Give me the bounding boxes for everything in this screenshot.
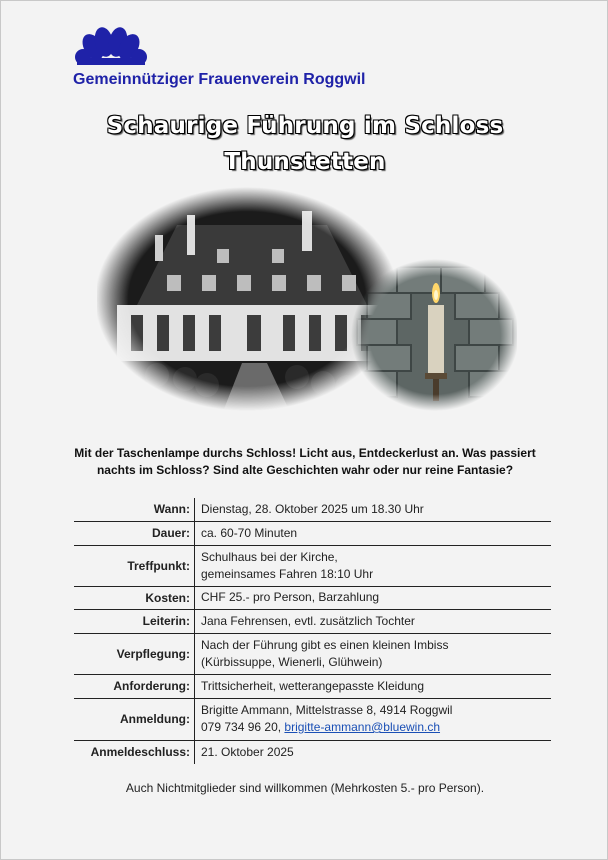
dauer-value: ca. 60-70 Minuten <box>201 525 298 540</box>
row-treffpunkt <box>74 545 551 586</box>
event-details-table <box>74 498 551 764</box>
wann-label: Wann: <box>74 498 195 521</box>
event-title-line2: Thunstetten <box>224 149 386 175</box>
event-photos <box>97 187 517 427</box>
kosten-value: CHF 25.- pro Person, Barzahlung <box>201 590 380 604</box>
anmeldung-email-link[interactable]: brigitte-ammann@bluewin.ch <box>284 720 441 734</box>
verpflegung-value-line2: (Kürbissuppe, Wienerli, Glühwein) <box>201 654 383 669</box>
event-title-line1: Schaurige Führung im Schloss <box>106 113 504 139</box>
row-dauer <box>74 521 551 545</box>
intro-text: Mit der Taschenlampe durchs Schloss! Licht aus, Entdeckerlust an. Was passiert nachts im Schloss? Sind alte Geschichten wahr oder nur reine Fantasie? <box>74 446 536 477</box>
anmeldeschluss-label: Anmeldeschluss: <box>74 740 195 764</box>
organization-name: Gemeinnütziger Frauenverein Roggwil <box>73 71 366 88</box>
row-wann <box>74 498 551 521</box>
leiterin-label: Leiterin: <box>74 609 195 633</box>
anforderung-label: Anforderung: <box>74 674 195 698</box>
anmeldeschluss-value: 21. Oktober 2025 <box>201 744 294 759</box>
wann-value: Dienstag, 28. Oktober 2025 um 18.30 Uhr <box>201 501 424 516</box>
row-kosten <box>74 586 551 609</box>
row-anmeldung <box>74 698 551 740</box>
row-verpflegung <box>74 633 551 674</box>
anmeldung-value <box>195 698 552 740</box>
candle-photo <box>349 257 517 417</box>
anforderung-value: Trittsicherheit, wetterangepasste Kleidung <box>201 678 425 693</box>
row-anmeldeschluss <box>74 740 551 764</box>
verpflegung-value-line1: Nach der Führung gibt es einen kleinen Imbiss <box>201 637 449 652</box>
anmeldung-label: Anmeldung: <box>74 698 195 740</box>
kosten-label: Kosten: <box>74 586 195 609</box>
anmeldung-value-line1: Brigitte Ammann, Mittelstrasse 8, 4914 Roggwil <box>201 703 453 717</box>
row-leiterin <box>74 609 551 633</box>
treffpunkt-value <box>195 545 552 586</box>
anmeldung-value-line2 <box>201 719 545 736</box>
footer-note: Auch Nichtmitglieder sind willkommen (Mehrkosten 5.- pro Person). <box>125 781 485 795</box>
row-anforderung <box>74 674 551 698</box>
treffpunkt-value-line2: gemeinsames Fahren 18:10 Uhr <box>201 566 374 581</box>
verpflegung-value <box>195 633 552 674</box>
scallop-shell-logo-icon <box>73 27 149 67</box>
treffpunkt-label: Treffpunkt: <box>74 545 195 586</box>
treffpunkt-value-line1: Schulhaus bei der Kirche, <box>201 549 338 564</box>
dauer-label: Dauer: <box>74 521 195 545</box>
leiterin-value: Jana Fehrensen, evtl. zusätzlich Tochter <box>201 613 415 628</box>
anmeldung-phone: 079 734 96 20, <box>201 720 285 734</box>
verpflegung-label: Verpflegung: <box>74 633 195 674</box>
